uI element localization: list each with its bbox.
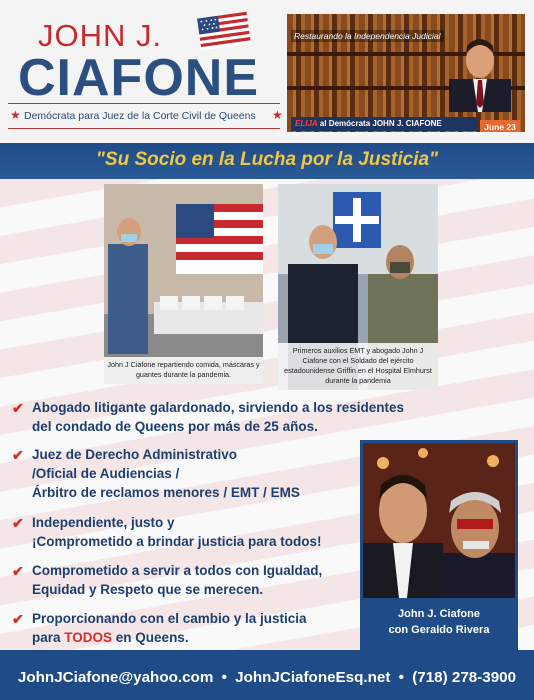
bullet-text [32, 609, 307, 647]
rivera-caption-line2: con Geraldo Rivera [388, 624, 490, 636]
check-icon: ✔ [12, 515, 24, 531]
vote-text: al Demócrata JOHN J. CIAFONE [319, 119, 442, 128]
candidate-portrait [449, 34, 511, 112]
separator: • [398, 669, 404, 686]
check-icon: ✔ [12, 563, 24, 579]
banner-tagline: Restaurando la Independencia Judicial [291, 30, 444, 42]
american-flag-icon [197, 12, 251, 51]
bullet-item [12, 609, 307, 647]
bullet-text: Comprometido a servir a todos con Igualdad, Equidad y Respeto que se merecen. [32, 563, 323, 597]
rivera-photo-card [360, 440, 518, 650]
candidate-subtitle: Demócrata para Juez de la Corte Civil de Queens [24, 110, 256, 122]
candidate-last-name: CIAFONE [18, 49, 259, 107]
bullet-item [12, 513, 322, 551]
bullet-highlight: TODOS [64, 630, 113, 645]
bullet-text: Juez de Derecho Administrativo /Oficial de Audiencias / Árbitro de reclamos menores / EMT / EMS [32, 447, 300, 500]
campaign-banner [287, 14, 525, 132]
header [0, 0, 534, 143]
star-icon: ★ [10, 108, 21, 122]
candidate-first-name: JOHN J. [38, 18, 163, 53]
food-distribution-caption: John J Ciafone repartiendo comida, máscaras y guantes durante la pandemia. [104, 357, 263, 384]
contact-line [0, 669, 534, 686]
star-icon: ★ [272, 108, 283, 122]
food-distribution-photo [104, 184, 263, 384]
food-distribution-image [104, 184, 263, 384]
email-link[interactable]: JohnJCiafone@yahoo.com [17, 669, 214, 686]
separator: • [221, 669, 227, 686]
emt-photo [278, 184, 438, 390]
bullet-text-part: Proporcionando con el cambio y la justicia para [32, 611, 307, 645]
vote-strip [291, 117, 477, 131]
vote-prefix: ELIJA [295, 119, 318, 128]
check-icon: ✔ [12, 400, 24, 416]
bullet-item [12, 445, 300, 502]
election-date-badge: June 23 [480, 120, 520, 132]
bullet-text: Abogado litigante galardonado, sirviendo a los residentes del condado de Queens por más de 25 años. [32, 400, 405, 434]
bullet-text-part: en Queens. [112, 630, 189, 645]
bullet-item [12, 561, 322, 599]
bullet-item [12, 398, 404, 436]
check-icon: ✔ [12, 611, 24, 627]
bullet-text: Independiente, justo y ¡Comprometido a brindar justicia para todos! [32, 515, 322, 549]
check-icon: ✔ [12, 447, 24, 463]
rivera-caption-line1: John J. Ciafone [398, 608, 480, 620]
phone-number[interactable]: (718) 278-3900 [412, 669, 517, 686]
emt-caption: Primeros auxilios EMT y abogado John J Ciafone con el Soldado del ejército estadounidense Griffin en el Hospital Elmhurst durante la pandemia [278, 343, 438, 390]
website-link[interactable]: JohnJCiafoneEsq.net [235, 669, 391, 686]
rivera-caption [360, 606, 518, 638]
rivera-image [363, 443, 515, 598]
rivera-photo [363, 443, 515, 598]
slogan: "Su Socio en la Lucha por la Justicia" [95, 149, 439, 170]
